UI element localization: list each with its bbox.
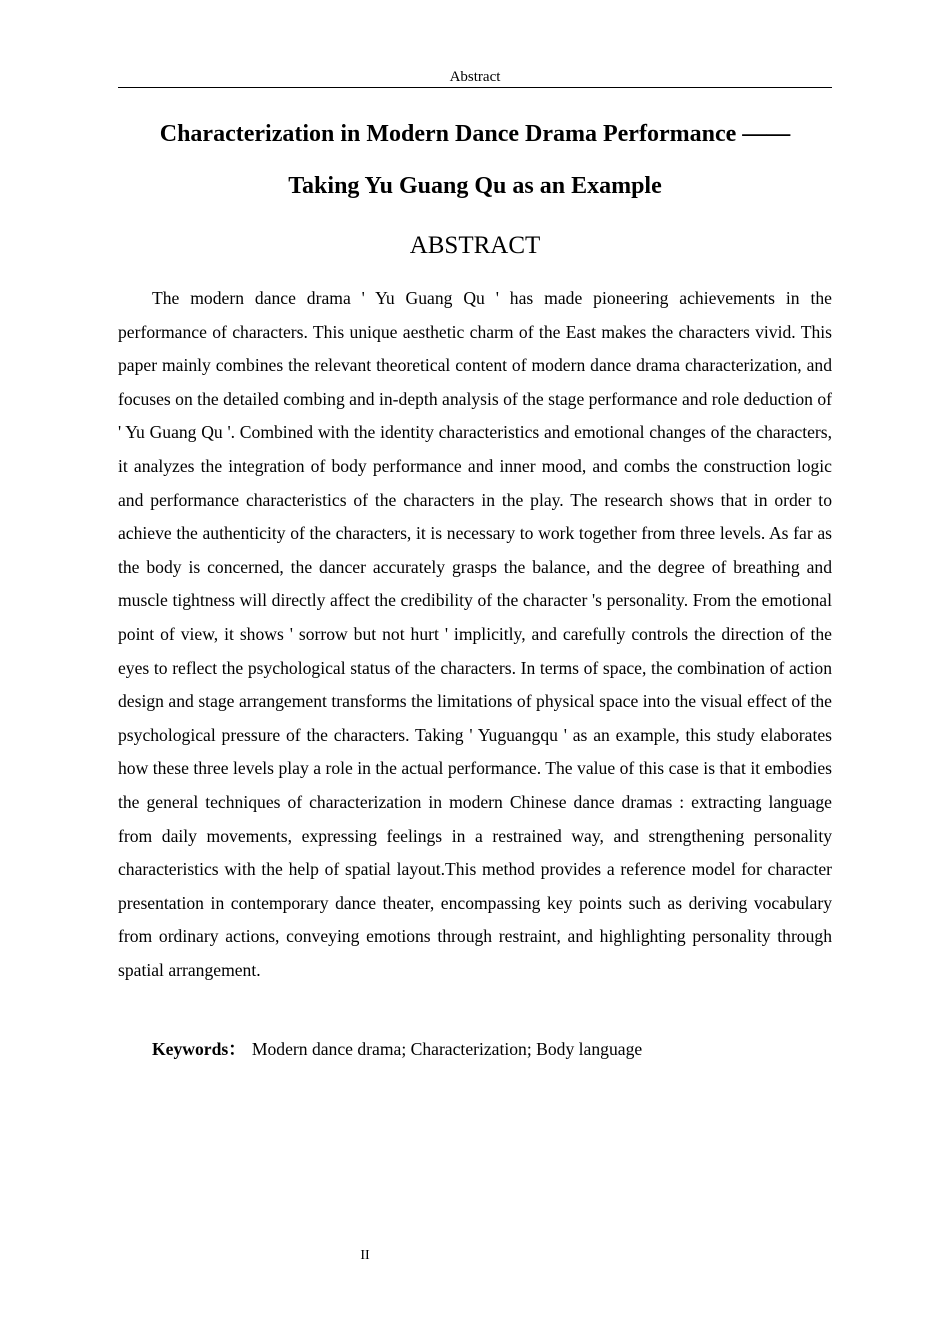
keywords-label: Keywords (152, 1039, 229, 1059)
abstract-heading: ABSTRACT (409, 232, 541, 259)
keywords-separator: ： (228, 1039, 246, 1059)
keywords-line (152, 1033, 832, 1067)
header-rule (118, 87, 832, 88)
document-page (118, 0, 832, 1344)
page-number: II (360, 1248, 370, 1263)
paper-title (118, 108, 832, 212)
running-header: Abstract (449, 69, 501, 85)
title-line-1: Characterization in Modern Dance Drama Performance —— (159, 121, 791, 147)
abstract-body: The modern dance drama ' Yu Guang Qu ' has made pioneering achievements in the performance of characters. This unique aesthetic charm of the East makes the characters vivid. This paper mainly combines the relevant theoretical content of modern dance drama characterization, and focuses on the detailed combing and in-depth analysis of the stage performance and role deduction of ' Yu Guang Qu '. Combined with the identity characteristics and emotional changes of the characters, it analyzes the integration of body performance and inner mood, and combs the construction logic and performance characteristics of the characters in the play. The research shows that in order to achieve the authenticity of the characters, it is necessary to work together from three levels. As far as the body is concerned, the dancer accurately grasps the balance, and the degree of breathing and muscle tightness will directly affect the credibility of the character 's personality. From the emotional point of view, it shows ' sorrow but not hurt ' implicitly, and carefully controls the direction of the eyes to reflect the psychological status of the characters. In terms of space, the combination of action design and stage arrangement transforms the limitations of physical space into the visual effect of the psychological pressure of the characters. Taking ' Yuguangqu ' as an example, this study elaborates how these three levels play a role in the actual performance. The value of this case is that it embodies the general techniques of characterization in modern Chinese dance dramas : extracting language from daily movements, expressing feelings in a restrained way, and strengthening personality characteristics with the help of spatial layout.This method provides a reference model for character presentation in contemporary dance theater, encompassing key points such as deriving vocabulary from ordinary actions, conveying emotions through restraint, and highlighting personality through spatial arrangement. (118, 288, 832, 980)
title-line-2: Taking Yu Guang Qu as an Example (288, 173, 662, 199)
keywords-value: Modern dance drama; Characterization; Body language (251, 1039, 643, 1059)
